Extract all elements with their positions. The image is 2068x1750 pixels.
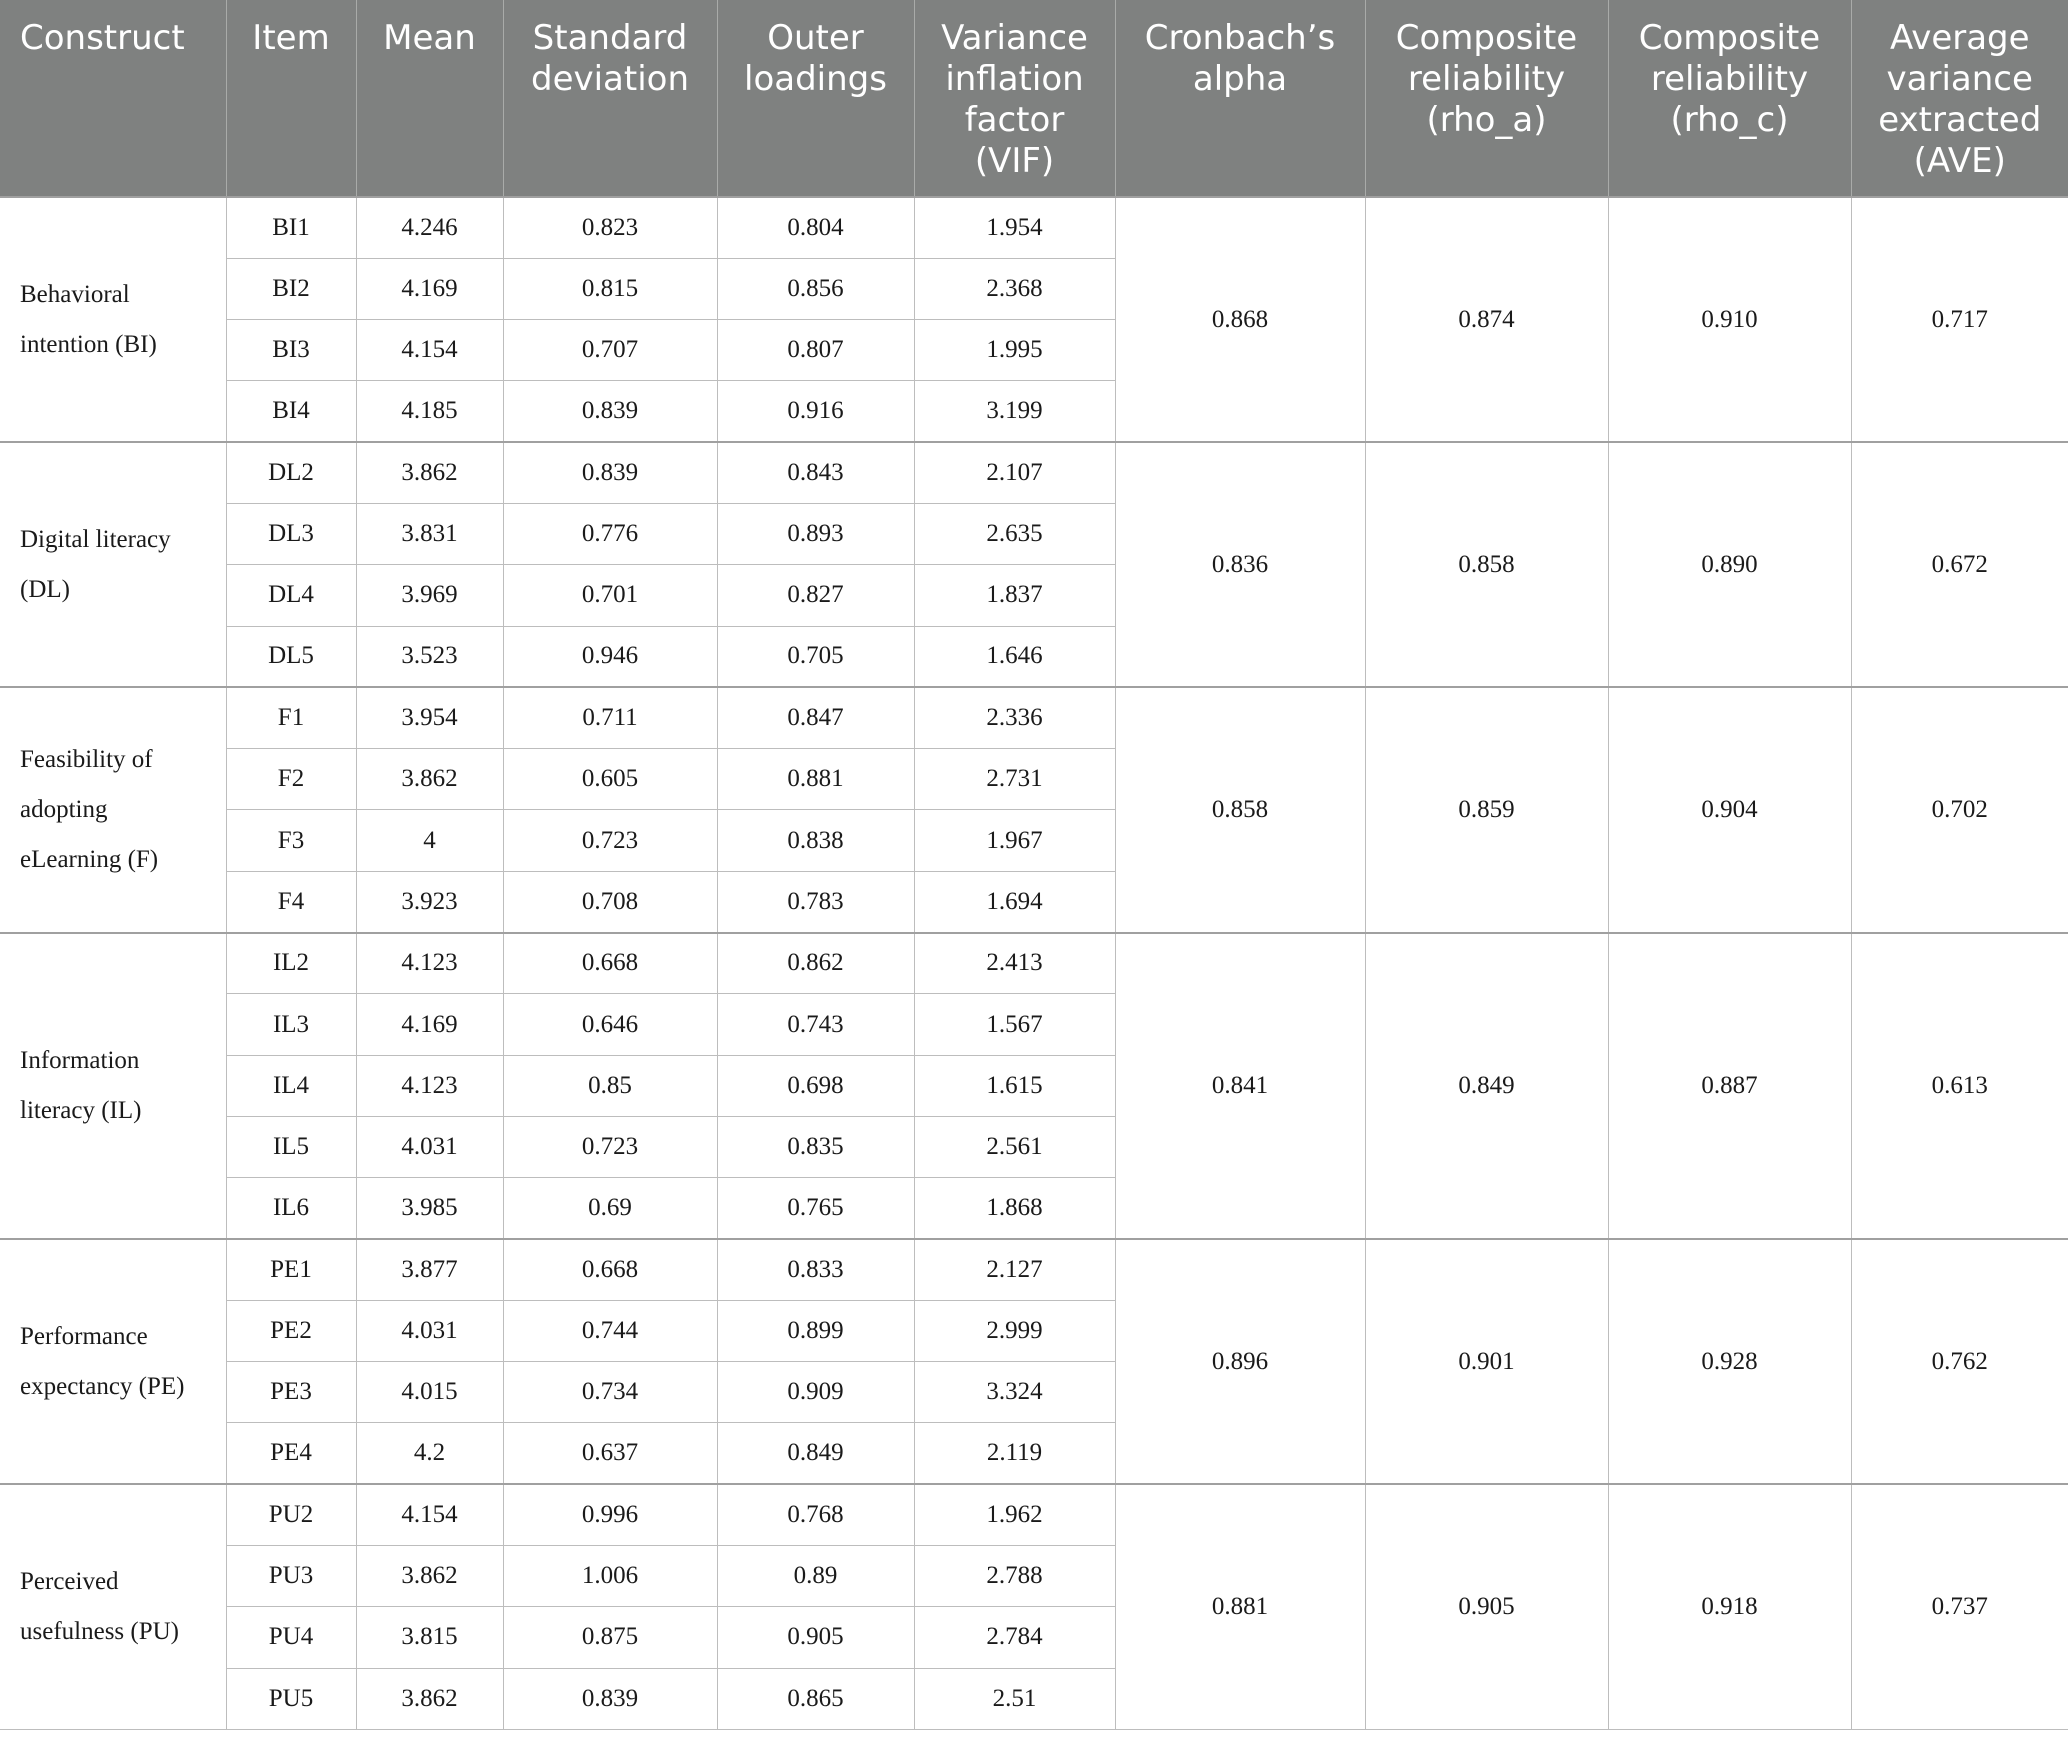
item-cell: F2 — [226, 749, 356, 810]
outer-loading-cell: 0.893 — [717, 503, 914, 564]
vif-cell: 2.413 — [914, 933, 1115, 994]
mean-cell: 3.862 — [356, 442, 503, 503]
vif-cell: 2.784 — [914, 1607, 1115, 1668]
rho-c-cell: 0.887 — [1608, 933, 1851, 1239]
header-mean: Mean — [356, 0, 503, 197]
ave-cell: 0.702 — [1851, 687, 2068, 932]
vif-cell: 1.967 — [914, 810, 1115, 871]
alpha-cell: 0.858 — [1115, 687, 1365, 932]
ave-cell: 0.737 — [1851, 1484, 2068, 1729]
outer-loading-cell: 0.743 — [717, 994, 914, 1055]
rho-a-cell: 0.874 — [1365, 197, 1608, 442]
mean-cell: 3.877 — [356, 1239, 503, 1300]
item-cell: BI4 — [226, 381, 356, 442]
outer-loading-cell: 0.705 — [717, 626, 914, 687]
ave-cell: 0.613 — [1851, 933, 2068, 1239]
outer-loading-cell: 0.862 — [717, 933, 914, 994]
ave-cell: 0.762 — [1851, 1239, 2068, 1484]
sd-cell: 0.744 — [503, 1300, 717, 1361]
vif-cell: 2.107 — [914, 442, 1115, 503]
vif-cell: 2.999 — [914, 1300, 1115, 1361]
rho-c-cell: 0.904 — [1608, 687, 1851, 932]
mean-cell: 3.954 — [356, 687, 503, 748]
alpha-cell: 0.896 — [1115, 1239, 1365, 1484]
outer-loading-cell: 0.856 — [717, 258, 914, 319]
vif-cell: 1.868 — [914, 1178, 1115, 1239]
mean-cell: 3.523 — [356, 626, 503, 687]
rho-a-cell: 0.849 — [1365, 933, 1608, 1239]
construct-cell: Behavioral intention (BI) — [0, 197, 226, 442]
vif-cell: 1.837 — [914, 565, 1115, 626]
item-cell: DL2 — [226, 442, 356, 503]
header-ave: Average variance extracted (AVE) — [1851, 0, 2068, 197]
vif-cell: 2.561 — [914, 1116, 1115, 1177]
vif-cell: 1.954 — [914, 197, 1115, 258]
outer-loading-cell: 0.698 — [717, 1055, 914, 1116]
header-vif: Variance inflation factor (VIF) — [914, 0, 1115, 197]
alpha-cell: 0.868 — [1115, 197, 1365, 442]
mean-cell: 3.985 — [356, 1178, 503, 1239]
outer-loading-cell: 0.804 — [717, 197, 914, 258]
mean-cell: 3.862 — [356, 1668, 503, 1729]
sd-cell: 0.776 — [503, 503, 717, 564]
construct-cell: Perceived usefulness (PU) — [0, 1484, 226, 1729]
sd-cell: 0.69 — [503, 1178, 717, 1239]
vif-cell: 2.119 — [914, 1423, 1115, 1484]
sd-cell: 0.839 — [503, 442, 717, 503]
rho-c-cell: 0.918 — [1608, 1484, 1851, 1729]
rho-a-cell: 0.901 — [1365, 1239, 1608, 1484]
mean-cell: 4.123 — [356, 1055, 503, 1116]
sd-cell: 0.723 — [503, 1116, 717, 1177]
sd-cell: 0.707 — [503, 320, 717, 381]
vif-cell: 2.788 — [914, 1546, 1115, 1607]
item-cell: IL4 — [226, 1055, 356, 1116]
table-row — [0, 1484, 2068, 1545]
mean-cell: 4.154 — [356, 320, 503, 381]
outer-loading-cell: 0.881 — [717, 749, 914, 810]
outer-loading-cell: 0.827 — [717, 565, 914, 626]
item-cell: IL3 — [226, 994, 356, 1055]
item-cell: PE4 — [226, 1423, 356, 1484]
item-cell: IL5 — [226, 1116, 356, 1177]
outer-loading-cell: 0.807 — [717, 320, 914, 381]
item-cell: PU5 — [226, 1668, 356, 1729]
vif-cell: 2.731 — [914, 749, 1115, 810]
item-cell: DL5 — [226, 626, 356, 687]
construct-cell: Digital literacy (DL) — [0, 442, 226, 687]
vif-cell: 2.127 — [914, 1239, 1115, 1300]
outer-loading-cell: 0.89 — [717, 1546, 914, 1607]
sd-cell: 0.637 — [503, 1423, 717, 1484]
vif-cell: 1.962 — [914, 1484, 1115, 1545]
mean-cell: 3.862 — [356, 1546, 503, 1607]
vif-cell: 1.567 — [914, 994, 1115, 1055]
mean-cell: 4.169 — [356, 994, 503, 1055]
vif-cell: 2.336 — [914, 687, 1115, 748]
header-row — [0, 0, 2068, 197]
table-header — [0, 0, 2068, 197]
vif-cell: 2.635 — [914, 503, 1115, 564]
mean-cell: 4.031 — [356, 1300, 503, 1361]
sd-cell: 0.815 — [503, 258, 717, 319]
mean-cell: 4.2 — [356, 1423, 503, 1484]
outer-loading-cell: 0.838 — [717, 810, 914, 871]
header-item: Item — [226, 0, 356, 197]
item-cell: F4 — [226, 871, 356, 932]
item-cell: PU3 — [226, 1546, 356, 1607]
item-cell: IL6 — [226, 1178, 356, 1239]
mean-cell: 4 — [356, 810, 503, 871]
outer-loading-cell: 0.899 — [717, 1300, 914, 1361]
mean-cell: 4.185 — [356, 381, 503, 442]
item-cell: BI3 — [226, 320, 356, 381]
mean-cell: 3.862 — [356, 749, 503, 810]
header-standard-deviation: Standard deviation — [503, 0, 717, 197]
sd-cell: 0.701 — [503, 565, 717, 626]
table-body — [0, 197, 2068, 1729]
table-row — [0, 1239, 2068, 1300]
rho-a-cell: 0.859 — [1365, 687, 1608, 932]
item-cell: PE3 — [226, 1362, 356, 1423]
outer-loading-cell: 0.905 — [717, 1607, 914, 1668]
outer-loading-cell: 0.843 — [717, 442, 914, 503]
rho-c-cell: 0.910 — [1608, 197, 1851, 442]
alpha-cell: 0.881 — [1115, 1484, 1365, 1729]
item-cell: F1 — [226, 687, 356, 748]
sd-cell: 0.839 — [503, 1668, 717, 1729]
rho-c-cell: 0.890 — [1608, 442, 1851, 687]
vif-cell: 3.199 — [914, 381, 1115, 442]
vif-cell: 1.646 — [914, 626, 1115, 687]
sd-cell: 0.646 — [503, 994, 717, 1055]
outer-loading-cell: 0.833 — [717, 1239, 914, 1300]
mean-cell: 4.123 — [356, 933, 503, 994]
sd-cell: 0.875 — [503, 1607, 717, 1668]
construct-cell: Information literacy (IL) — [0, 933, 226, 1239]
outer-loading-cell: 0.765 — [717, 1178, 914, 1239]
sd-cell: 0.668 — [503, 1239, 717, 1300]
ave-cell: 0.717 — [1851, 197, 2068, 442]
rho-a-cell: 0.905 — [1365, 1484, 1608, 1729]
mean-cell: 3.923 — [356, 871, 503, 932]
item-cell: PE2 — [226, 1300, 356, 1361]
header-composite-reliability-rho-c: Composite reliability (rho_c) — [1608, 0, 1851, 197]
sd-cell: 0.668 — [503, 933, 717, 994]
construct-cell: Feasibility of adopting eLearning (F) — [0, 687, 226, 932]
vif-cell: 2.51 — [914, 1668, 1115, 1729]
mean-cell: 4.169 — [356, 258, 503, 319]
outer-loading-cell: 0.916 — [717, 381, 914, 442]
sd-cell: 0.839 — [503, 381, 717, 442]
item-cell: DL4 — [226, 565, 356, 626]
outer-loading-cell: 0.847 — [717, 687, 914, 748]
sd-cell: 0.605 — [503, 749, 717, 810]
outer-loading-cell: 0.783 — [717, 871, 914, 932]
item-cell: IL2 — [226, 933, 356, 994]
rho-a-cell: 0.858 — [1365, 442, 1608, 687]
mean-cell: 4.015 — [356, 1362, 503, 1423]
sd-cell: 0.85 — [503, 1055, 717, 1116]
outer-loading-cell: 0.768 — [717, 1484, 914, 1545]
header-construct: Construct — [0, 0, 226, 197]
sd-cell: 0.996 — [503, 1484, 717, 1545]
item-cell: BI2 — [226, 258, 356, 319]
mean-cell: 4.246 — [356, 197, 503, 258]
outer-loading-cell: 0.865 — [717, 1668, 914, 1729]
table-row — [0, 687, 2068, 748]
item-cell: PE1 — [226, 1239, 356, 1300]
item-cell: F3 — [226, 810, 356, 871]
outer-loading-cell: 0.849 — [717, 1423, 914, 1484]
sd-cell: 0.711 — [503, 687, 717, 748]
table-row — [0, 442, 2068, 503]
vif-cell: 1.615 — [914, 1055, 1115, 1116]
alpha-cell: 0.841 — [1115, 933, 1365, 1239]
vif-cell: 3.324 — [914, 1362, 1115, 1423]
item-cell: DL3 — [226, 503, 356, 564]
item-cell: PU2 — [226, 1484, 356, 1545]
vif-cell: 1.995 — [914, 320, 1115, 381]
header-composite-reliability-rho-a: Composite reliability (rho_a) — [1365, 0, 1608, 197]
vif-cell: 1.694 — [914, 871, 1115, 932]
mean-cell: 3.815 — [356, 1607, 503, 1668]
sd-cell: 0.723 — [503, 810, 717, 871]
mean-cell: 3.969 — [356, 565, 503, 626]
construct-cell: Performance expectancy (PE) — [0, 1239, 226, 1484]
vif-cell: 2.368 — [914, 258, 1115, 319]
alpha-cell: 0.836 — [1115, 442, 1365, 687]
sd-cell: 0.946 — [503, 626, 717, 687]
outer-loading-cell: 0.909 — [717, 1362, 914, 1423]
outer-loading-cell: 0.835 — [717, 1116, 914, 1177]
table-row — [0, 933, 2068, 994]
mean-cell: 4.154 — [356, 1484, 503, 1545]
sd-cell: 0.823 — [503, 197, 717, 258]
item-cell: BI1 — [226, 197, 356, 258]
mean-cell: 4.031 — [356, 1116, 503, 1177]
sd-cell: 0.708 — [503, 871, 717, 932]
header-cronbachs-alpha: Cronbach’s alpha — [1115, 0, 1365, 197]
sd-cell: 0.734 — [503, 1362, 717, 1423]
ave-cell: 0.672 — [1851, 442, 2068, 687]
item-cell: PU4 — [226, 1607, 356, 1668]
rho-c-cell: 0.928 — [1608, 1239, 1851, 1484]
header-outer-loadings: Outer loadings — [717, 0, 914, 197]
sd-cell: 1.006 — [503, 1546, 717, 1607]
table-row — [0, 197, 2068, 258]
mean-cell: 3.831 — [356, 503, 503, 564]
